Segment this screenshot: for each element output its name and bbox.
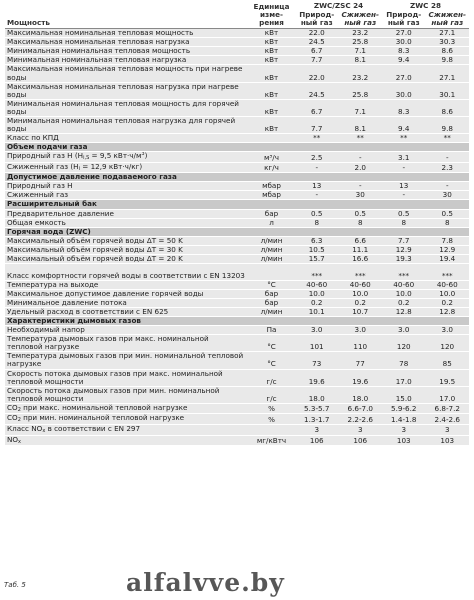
row-value: 17.0	[426, 386, 470, 403]
table-caption: Таб. 5	[4, 581, 26, 589]
row-unit: кВт	[248, 56, 295, 65]
row-value: 3	[382, 424, 426, 435]
row-value: 25.8	[339, 82, 383, 99]
row-unit: мбар	[248, 182, 295, 191]
row-value: ***	[426, 263, 470, 280]
row-value: 15.0	[382, 386, 426, 403]
row-unit: мг/кВтч	[248, 435, 295, 446]
row-value: 5.9-6.2	[382, 403, 426, 414]
row-unit	[248, 424, 295, 435]
row-unit: кВт	[248, 65, 295, 82]
row-value: 40-60	[339, 280, 383, 289]
table-row	[5, 299, 469, 308]
row-value: 6.7	[295, 47, 339, 56]
table-row	[5, 326, 469, 335]
row-value: 2.3	[426, 162, 470, 173]
row-label-subscript: 2	[17, 417, 21, 424]
row-value: 9.4	[382, 56, 426, 65]
row-label-text: Природный газ H (H	[7, 151, 84, 161]
row-value: 2.0	[339, 162, 383, 173]
row-value: 77	[339, 352, 383, 369]
row-value: -	[295, 191, 339, 200]
table-row	[5, 245, 469, 254]
row-value: 23.2	[339, 29, 383, 38]
row-value: 27.0	[382, 65, 426, 82]
row-unit: бар	[248, 209, 295, 218]
row-label	[5, 82, 248, 99]
section-title: Горячая вода (ZWC)	[5, 227, 469, 236]
row-value: 0.5	[382, 209, 426, 218]
row-label	[5, 65, 248, 82]
row-value: -	[295, 162, 339, 173]
row-value: 7.8	[426, 236, 470, 245]
table-row	[5, 152, 469, 163]
row-value: 6.3	[295, 236, 339, 245]
row-value: 40-60	[382, 280, 426, 289]
row-value: 0.5	[295, 209, 339, 218]
row-value: 2.4-2.6	[426, 414, 470, 425]
row-value: 10.0	[295, 289, 339, 298]
row-label-subscript: i	[78, 165, 80, 172]
row-label	[5, 280, 248, 289]
row-value: 3	[339, 424, 383, 435]
row-label-superscript: 3	[141, 151, 145, 158]
row-value: 8	[295, 218, 339, 227]
row-value: 30	[339, 191, 383, 200]
row-value: 19.4	[426, 254, 470, 263]
row-value: 3.0	[426, 326, 470, 335]
header-unit: Единица изме-рения	[248, 2, 295, 29]
row-label-text: Максимальное допустимое давление горячей воды	[7, 289, 204, 298]
row-label-text: Минимальная номинальная тепловая нагрузка для горячей воды	[7, 116, 236, 133]
row-label-text: Общая емкость	[7, 218, 66, 227]
watermark: alfalvve.by	[126, 568, 285, 597]
row-value: 101	[295, 335, 339, 352]
row-value: 30.0	[382, 38, 426, 47]
row-value: 9.4	[382, 116, 426, 133]
row-value: 7.7	[382, 236, 426, 245]
table-row	[5, 65, 469, 82]
row-label-text: Температура дымовых газов при макс. номинальной тепловой нагрузке	[7, 334, 209, 352]
table-row	[5, 352, 469, 369]
row-unit: г/с	[248, 386, 295, 403]
row-value: 10.0	[382, 289, 426, 298]
table-row	[5, 280, 469, 289]
row-unit	[248, 133, 295, 142]
row-label	[5, 263, 248, 280]
row-label-subscript: x	[42, 427, 46, 434]
row-label-text: Температура на выходе	[7, 280, 99, 289]
row-unit	[248, 263, 295, 280]
row-value: 7.7	[295, 116, 339, 133]
row-value: **	[339, 133, 383, 142]
row-label	[5, 29, 248, 38]
row-value: 0.5	[426, 209, 470, 218]
row-label	[5, 182, 248, 191]
row-value: 0.2	[426, 299, 470, 308]
row-label-text: Скорость потока дымовых газов при мин. номинальной тепловой мощности	[7, 386, 220, 403]
row-label-text: Максимальная номинальная тепловая мощность	[7, 28, 194, 38]
section-title: Характеристики дымовых газов	[5, 317, 469, 326]
row-value: 103	[426, 435, 470, 446]
row-value: 12.9	[426, 245, 470, 254]
row-label-text: Сжиженный газ	[7, 190, 69, 200]
row-label-text: Класс по КПД	[7, 133, 59, 142]
table-row	[5, 424, 469, 435]
row-label-subscript: i,S	[83, 155, 90, 162]
row-unit: °C	[248, 352, 295, 369]
table-row	[5, 289, 469, 298]
row-label-subscript: 2	[17, 406, 21, 413]
row-unit: Па	[248, 326, 295, 335]
table-row	[5, 182, 469, 191]
row-label	[5, 38, 248, 47]
table-row	[5, 133, 469, 142]
row-label-text: Минимальная номинальная тепловая нагрузка	[7, 55, 187, 65]
row-value: 13	[295, 182, 339, 191]
row-value: 0.2	[382, 299, 426, 308]
row-label	[5, 308, 248, 317]
row-unit: бар	[248, 289, 295, 298]
table-row	[5, 308, 469, 317]
row-value: 8	[339, 218, 383, 227]
row-value: 3.0	[339, 326, 383, 335]
row-label	[5, 254, 248, 263]
row-value: 7.7	[295, 56, 339, 65]
table-row	[5, 218, 469, 227]
row-value: 30.0	[382, 82, 426, 99]
row-label-text: Максимальный объём горячей воды ΔT = 50 K	[7, 236, 183, 245]
row-label-text-3: )	[144, 151, 148, 161]
row-label	[5, 99, 248, 116]
header-liquid-gas-1: Сжижен-ный газ	[339, 11, 383, 29]
row-unit: л/мин	[248, 254, 295, 263]
row-value: 110	[339, 335, 383, 352]
row-label	[5, 191, 248, 200]
row-label	[5, 403, 248, 414]
row-value: ***	[295, 263, 339, 280]
row-value: 12.8	[382, 308, 426, 317]
row-value: 3.0	[382, 326, 426, 335]
row-value: -	[339, 152, 383, 163]
table-row	[5, 38, 469, 47]
header-param: Мощность	[5, 2, 248, 29]
row-value: 30	[426, 191, 470, 200]
row-label	[5, 369, 248, 386]
row-unit: кВт	[248, 116, 295, 133]
row-label-text: Природный газ H	[7, 181, 73, 191]
table-row	[5, 162, 469, 173]
row-value: 0.5	[339, 209, 383, 218]
row-value: -	[426, 152, 470, 163]
row-label	[5, 152, 248, 163]
row-label	[5, 352, 248, 369]
header-row-models	[5, 2, 469, 11]
table-row	[5, 369, 469, 386]
row-label	[5, 299, 248, 308]
row-value: 8.6	[426, 47, 470, 56]
row-value: 6.8-7.2	[426, 403, 470, 414]
row-value: 5.3-5.7	[295, 403, 339, 414]
row-value: 2.5	[295, 152, 339, 163]
row-value: 73	[295, 352, 339, 369]
table-row	[5, 236, 469, 245]
row-label	[5, 218, 248, 227]
row-value: 10.0	[426, 289, 470, 298]
header-model-2: ZWC 28	[382, 2, 469, 11]
row-value: 9.8	[426, 116, 470, 133]
table-row	[5, 403, 469, 414]
row-value: 30.1	[426, 82, 470, 99]
row-value: -	[382, 162, 426, 173]
row-value: ***	[382, 263, 426, 280]
row-label-text: Класс комфортности горячей воды в соответствии с EN 13203	[7, 270, 245, 280]
table-row	[5, 414, 469, 425]
header-liquid-gas-2: Сжижен-ный газ	[426, 11, 470, 29]
row-label-text: Предварительное давление	[7, 209, 114, 218]
section-header	[5, 317, 469, 326]
row-label	[5, 236, 248, 245]
row-value: 10.1	[295, 308, 339, 317]
row-value: **	[295, 133, 339, 142]
row-unit: л/мин	[248, 308, 295, 317]
section-header	[5, 143, 469, 152]
row-label-text-2: = 12,9 кВт·ч/кг)	[79, 162, 143, 171]
row-value: 78	[382, 352, 426, 369]
row-unit: м³/ч	[248, 152, 295, 163]
row-value: 11.1	[339, 245, 383, 254]
row-value: 27.0	[382, 29, 426, 38]
section-header	[5, 227, 469, 236]
row-value: 7.1	[339, 47, 383, 56]
row-value: 24.5	[295, 82, 339, 99]
table-row	[5, 29, 469, 38]
row-label-text: Минимальная номинальная тепловая мощность для горячей воды	[7, 99, 239, 116]
row-label	[5, 47, 248, 56]
row-value: 40-60	[426, 280, 470, 289]
row-label-text: CO	[7, 413, 18, 423]
row-unit: л/мин	[248, 236, 295, 245]
row-value: -	[339, 182, 383, 191]
section-header	[5, 200, 469, 209]
table-row	[5, 209, 469, 218]
row-label	[5, 133, 248, 142]
row-label	[5, 414, 248, 425]
row-unit: кВт	[248, 47, 295, 56]
row-value: 10.0	[339, 289, 383, 298]
row-value: 8	[382, 218, 426, 227]
row-value: **	[426, 133, 470, 142]
row-label-text-2: в соответствии с EN 297	[45, 424, 141, 433]
row-value: 10.5	[295, 245, 339, 254]
row-unit: бар	[248, 299, 295, 308]
row-value: 30.3	[426, 38, 470, 47]
row-value: 0.2	[339, 299, 383, 308]
table-row	[5, 56, 469, 65]
row-label	[5, 116, 248, 133]
row-value: 9.8	[426, 56, 470, 65]
row-unit: мбар	[248, 191, 295, 200]
row-value: 1.3-1.7	[295, 414, 339, 425]
row-label-text: Сжиженный газ (H	[7, 162, 79, 171]
row-value: 18.0	[295, 386, 339, 403]
row-label	[5, 335, 248, 352]
row-value: 1.4-1.8	[382, 414, 426, 425]
row-value: -	[426, 182, 470, 191]
row-label-text: Удельный расход в соответствии с EN 625	[7, 307, 169, 317]
row-label-text: Максимальный объём горячей воды ΔT = 20 K	[7, 254, 183, 263]
row-value: 27.1	[426, 65, 470, 82]
row-unit: кВт	[248, 99, 295, 116]
row-value: 16.6	[339, 254, 383, 263]
table-row	[5, 99, 469, 116]
row-value: 6.7	[295, 99, 339, 116]
row-label-text: Минимальное давление потока	[7, 298, 127, 307]
row-value: 10.7	[339, 308, 383, 317]
section-title: Расширительный бак	[5, 200, 469, 209]
row-value: 0.2	[295, 299, 339, 308]
row-label-text-2: при макс. номинальной тепловой нагрузке	[20, 403, 188, 412]
row-value: 13	[382, 182, 426, 191]
row-value: 25.8	[339, 38, 383, 47]
row-value: -	[382, 191, 426, 200]
row-value: 17.0	[382, 369, 426, 386]
spec-table-container	[5, 2, 469, 446]
row-value: 27.1	[426, 29, 470, 38]
row-label	[5, 435, 248, 446]
table-row	[5, 191, 469, 200]
row-unit: л/мин	[248, 245, 295, 254]
table-row	[5, 263, 469, 280]
row-value: 8.1	[339, 56, 383, 65]
row-unit: °C	[248, 280, 295, 289]
table-row	[5, 254, 469, 263]
row-value: 8.3	[382, 47, 426, 56]
row-label	[5, 209, 248, 218]
header-model-1: ZWC/ZSC 24	[295, 2, 382, 11]
row-value: **	[382, 133, 426, 142]
table-row	[5, 435, 469, 446]
row-label	[5, 162, 248, 173]
header-natural-gas-1: Природ-ный газ	[295, 11, 339, 29]
row-value: 19.6	[295, 369, 339, 386]
row-label-text: Максимальная номинальная тепловая мощность при нагреве воды	[7, 64, 243, 82]
row-value: 3	[295, 424, 339, 435]
row-label-text: Температура дымовых газов при мин. номинальной тепловой нагрузке	[7, 351, 244, 369]
row-value: 40-60	[295, 280, 339, 289]
row-value: 8.6	[426, 99, 470, 116]
row-label-text: Максимальный объём горячей воды ΔT = 30 K	[7, 245, 183, 254]
row-label-text: CO	[7, 403, 18, 412]
row-value: 18.0	[339, 386, 383, 403]
row-label-text: Минимальная номинальная тепловая мощность	[7, 46, 191, 56]
row-label-text: Необходимый напор	[7, 325, 85, 335]
row-unit: %	[248, 403, 295, 414]
row-label	[5, 245, 248, 254]
row-unit: г/с	[248, 369, 295, 386]
row-value: 19.3	[382, 254, 426, 263]
row-label-subscript: x	[18, 438, 22, 445]
row-value: ***	[339, 263, 383, 280]
table-row	[5, 47, 469, 56]
row-unit: °C	[248, 335, 295, 352]
row-label	[5, 386, 248, 403]
row-value: 120	[426, 335, 470, 352]
row-value: 19.6	[339, 369, 383, 386]
row-value: 23.2	[339, 65, 383, 82]
row-label	[5, 56, 248, 65]
header-natural-gas-2: Природ-ный газ	[382, 11, 426, 29]
row-label-text: Класс NO	[7, 424, 43, 433]
spec-table	[5, 2, 469, 446]
row-label-text: Максимальная номинальная тепловая нагрузка при нагреве воды	[7, 82, 239, 99]
row-value: 106	[295, 435, 339, 446]
row-value: 8.3	[382, 99, 426, 116]
row-value: 106	[339, 435, 383, 446]
table-row	[5, 116, 469, 133]
row-value: 12.8	[426, 308, 470, 317]
row-label	[5, 289, 248, 298]
row-value: 19.5	[426, 369, 470, 386]
row-value: 6.6	[339, 236, 383, 245]
row-value: 22.0	[295, 65, 339, 82]
row-value: 15.7	[295, 254, 339, 263]
row-unit: л	[248, 218, 295, 227]
row-value: 2.2-2.6	[339, 414, 383, 425]
row-value: 3	[426, 424, 470, 435]
row-unit: кВт	[248, 82, 295, 99]
section-title: Допустимое давление подаваемого газа	[5, 173, 469, 182]
table-row	[5, 82, 469, 99]
row-unit: %	[248, 414, 295, 425]
row-value: 3.1	[382, 152, 426, 163]
row-value: 6.6-7.0	[339, 403, 383, 414]
row-value: 22.0	[295, 29, 339, 38]
section-title: Объем подачи газа	[5, 143, 469, 152]
row-label-text: Максимальная номинальная тепловая нагрузка	[7, 37, 190, 47]
row-label-text-2: = 9,5 кВт·ч/м	[89, 151, 142, 161]
row-unit: кВт	[248, 38, 295, 47]
table-row	[5, 386, 469, 403]
row-value: 7.1	[339, 99, 383, 116]
row-unit: кВт	[248, 29, 295, 38]
row-value: 8	[426, 218, 470, 227]
row-label-text: NO	[7, 435, 19, 444]
row-label-text-2: при мин. номинальной тепловой нагрузке	[20, 413, 185, 423]
row-value: 12.9	[382, 245, 426, 254]
table-row	[5, 335, 469, 352]
section-header	[5, 173, 469, 182]
spec-table-body	[5, 2, 469, 446]
row-value: 8.1	[339, 116, 383, 133]
row-value: 24.5	[295, 38, 339, 47]
row-value: 85	[426, 352, 470, 369]
row-value: 103	[382, 435, 426, 446]
row-value: 120	[382, 335, 426, 352]
row-unit: кг/ч	[248, 162, 295, 173]
row-value: 3.0	[295, 326, 339, 335]
row-label	[5, 326, 248, 335]
row-label	[5, 424, 248, 435]
row-label-text: Скорость потока дымовых газов при макс. номинальной тепловой мощности	[7, 369, 223, 386]
